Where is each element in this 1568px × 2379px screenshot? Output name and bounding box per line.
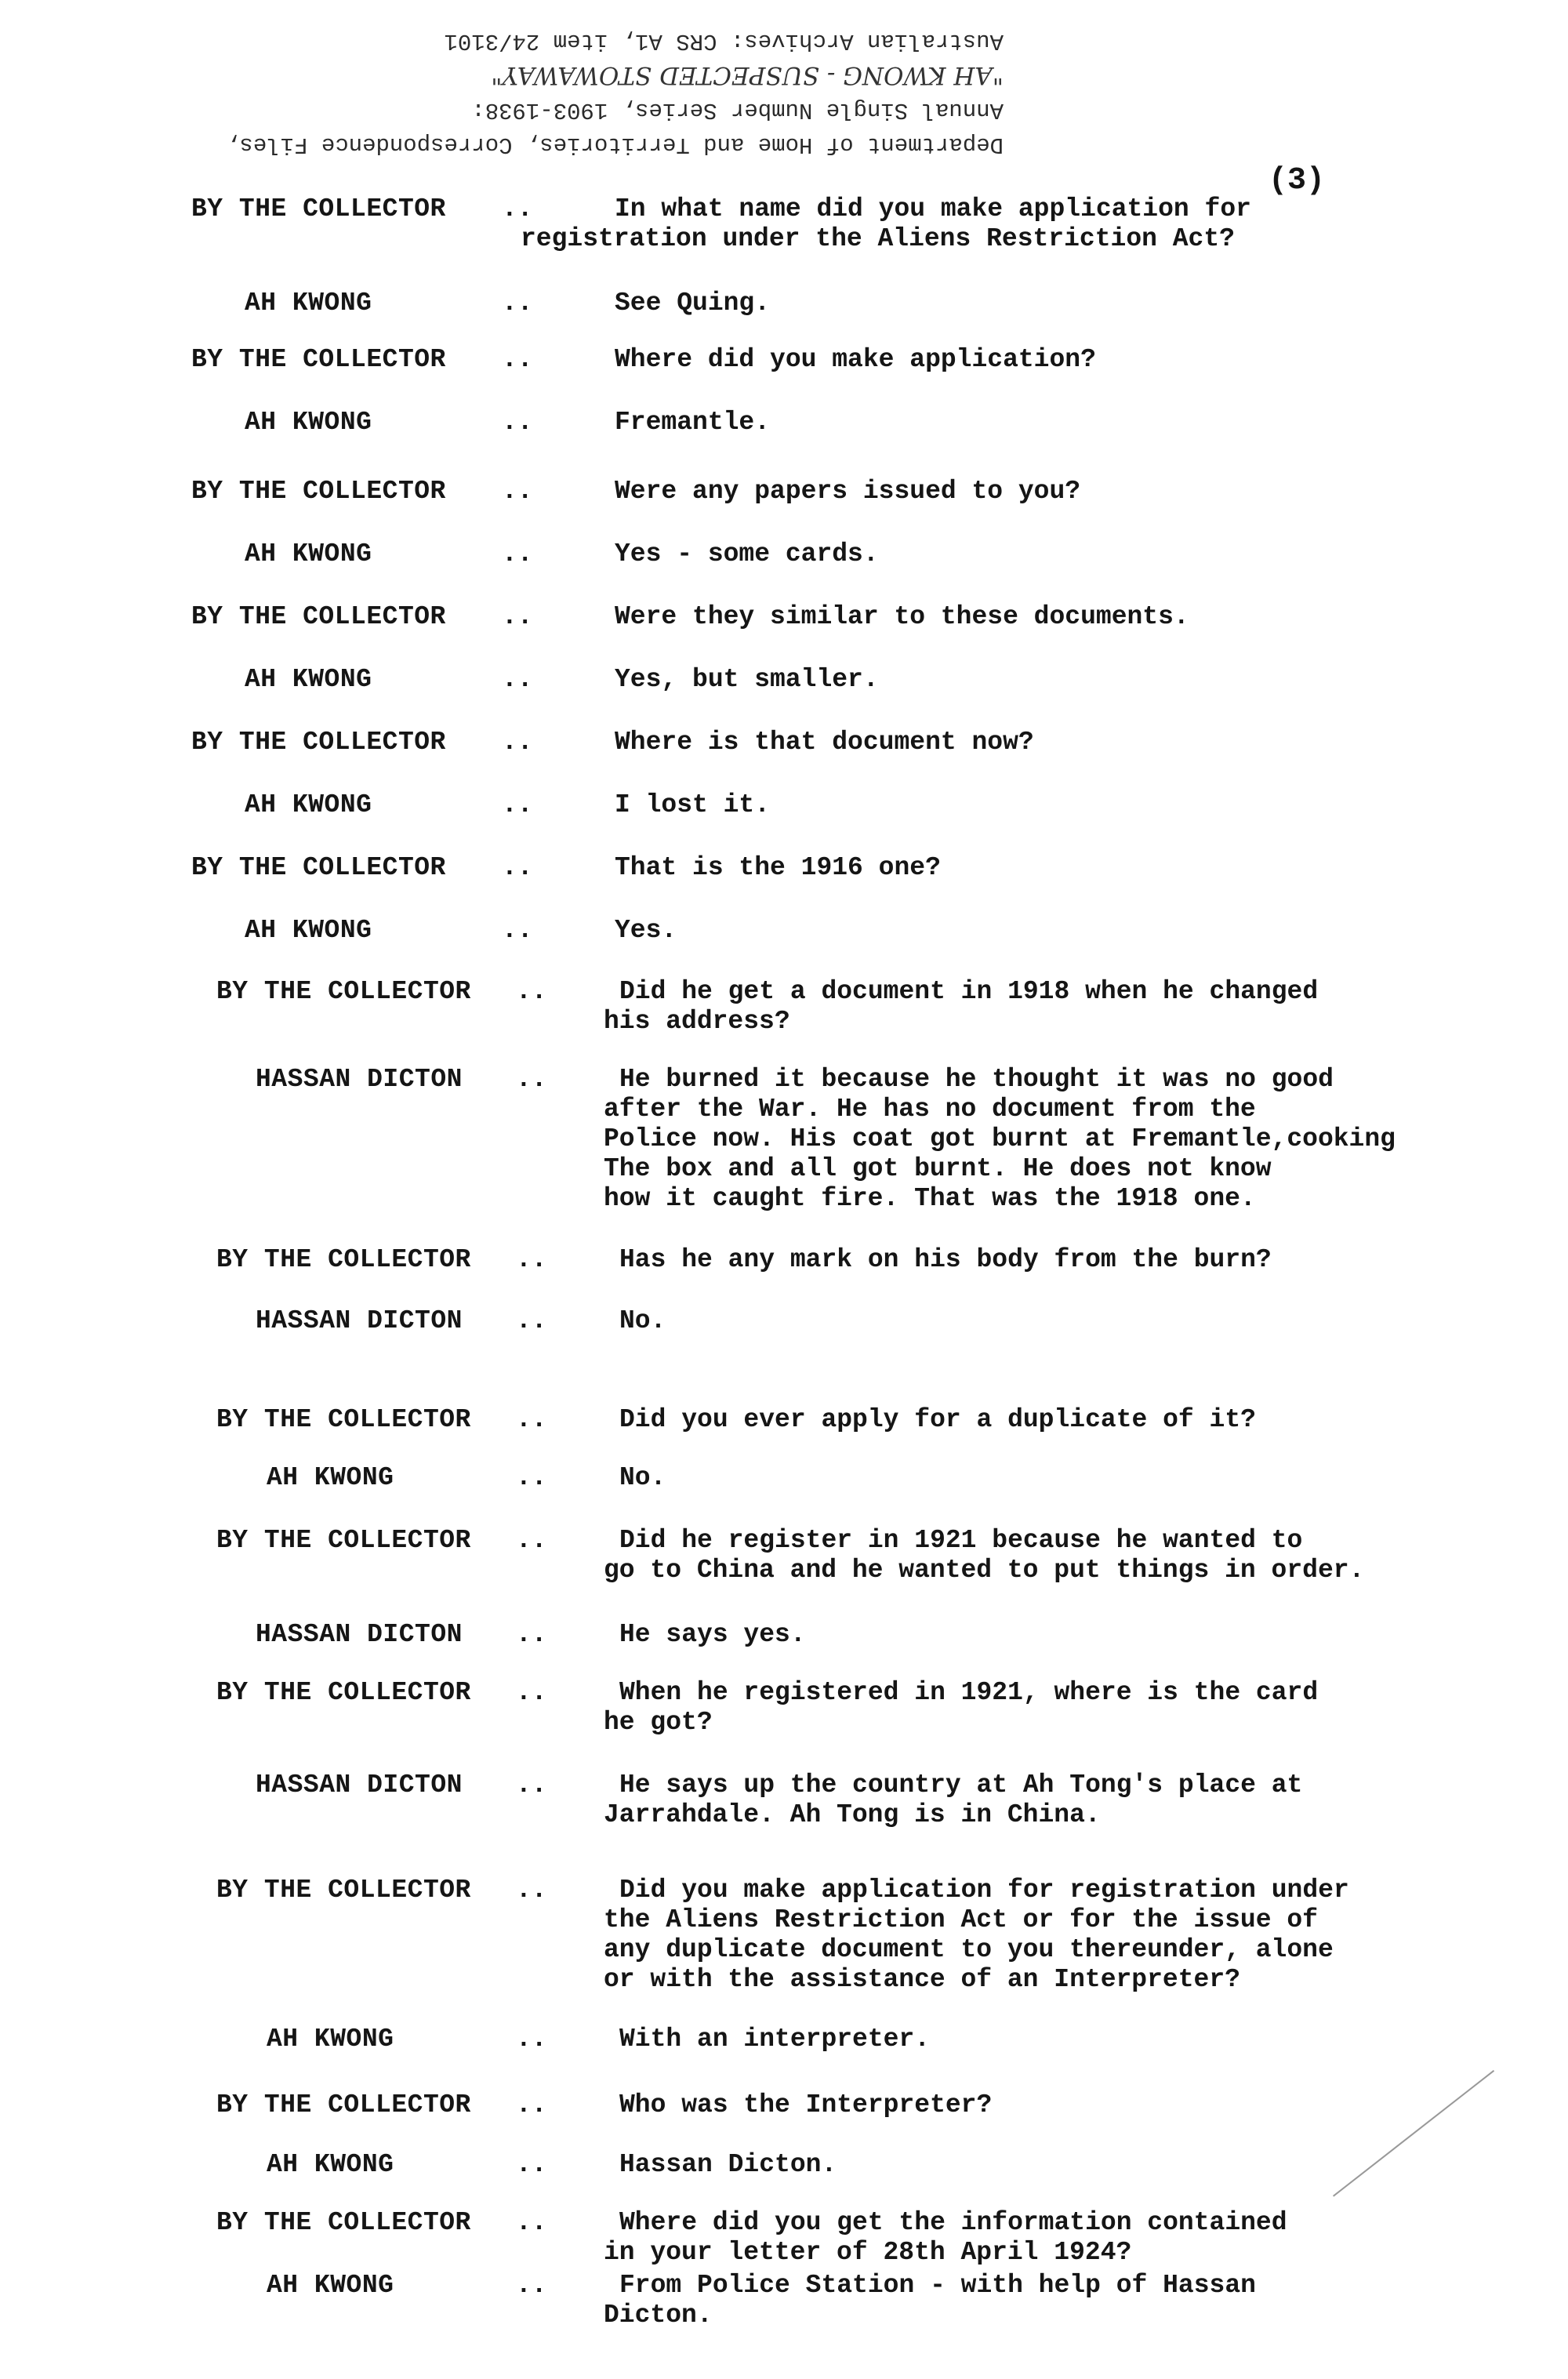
speaker-label: BY THE COLLECTOR <box>191 477 446 506</box>
statement-line: in your letter of 28th April 1924? <box>604 2238 1132 2267</box>
separator-dots: .. <box>516 1620 547 1649</box>
speaker-label: BY THE COLLECTOR <box>216 1405 471 1434</box>
statement-line: his address? <box>604 1007 790 1036</box>
statement-line: after the War. He has no document from the <box>604 1095 1256 1124</box>
statement-line: or with the assistance of an Interpreter? <box>604 1965 1240 1994</box>
speaker-label: BY THE COLLECTOR <box>191 194 446 223</box>
header-line-4: Australian Archives: CRS A1, item 24/3101 <box>444 28 1004 54</box>
statement-line: any duplicate document to you thereunder, alone <box>604 1935 1334 1964</box>
separator-dots: .. <box>516 2271 547 2300</box>
speaker-label: AH KWONG <box>267 2150 394 2179</box>
statement-line: Yes - some cards. <box>615 539 879 568</box>
speaker-label: BY THE COLLECTOR <box>216 2208 471 2237</box>
separator-dots: .. <box>502 345 533 374</box>
statement-line: Hassan Dicton. <box>619 2150 837 2179</box>
statement-line: Where did you make application? <box>615 345 1096 374</box>
separator-dots: .. <box>516 1678 547 1707</box>
statement-line: the Aliens Restriction Act or for the issue of <box>604 1905 1318 1934</box>
separator-dots: .. <box>502 477 533 506</box>
statement-line: Where did you get the information contained <box>619 2208 1287 2237</box>
header-line-3: "AH KWONG - SUSPECTED STOWAWAY" <box>491 61 1004 89</box>
separator-dots: .. <box>516 2025 547 2054</box>
statement-line: In what name did you make application for <box>615 194 1251 223</box>
speaker-label: HASSAN DICTON <box>256 1771 463 1800</box>
speaker-label: BY THE COLLECTOR <box>191 345 446 374</box>
statement-line: From Police Station - with help of Hassan <box>619 2271 1256 2300</box>
statement-line: See Quing. <box>615 289 771 318</box>
statement-line: He burned it because he thought it was no good <box>619 1065 1334 1094</box>
speaker-label: BY THE COLLECTOR <box>216 1876 471 1905</box>
separator-dots: .. <box>516 1065 547 1094</box>
statement-line: Fremantle. <box>615 408 771 437</box>
speaker-label: BY THE COLLECTOR <box>191 853 446 882</box>
separator-dots: .. <box>516 1526 547 1555</box>
speaker-label: AH KWONG <box>245 790 372 819</box>
speaker-label: AH KWONG <box>267 1463 394 1492</box>
statement-line: Yes, but smaller. <box>615 665 879 694</box>
statement-line: Were any papers issued to you? <box>615 477 1081 506</box>
separator-dots: .. <box>516 2150 547 2179</box>
speaker-label: AH KWONG <box>267 2271 394 2300</box>
speaker-label: HASSAN DICTON <box>256 1620 463 1649</box>
statement-line: Were they similar to these documents. <box>615 602 1189 631</box>
speaker-label: BY THE COLLECTOR <box>191 728 446 757</box>
separator-dots: .. <box>516 1306 547 1335</box>
statement-line: He says yes. <box>619 1620 806 1649</box>
separator-dots: .. <box>516 2208 547 2237</box>
speaker-label: HASSAN DICTON <box>256 1065 463 1094</box>
separator-dots: .. <box>502 790 533 819</box>
separator-dots: .. <box>502 728 533 757</box>
statement-line: When he registered in 1921, where is the card <box>619 1678 1319 1707</box>
separator-dots: .. <box>502 408 533 437</box>
speaker-label: BY THE COLLECTOR <box>216 1678 471 1707</box>
statement-line: Dicton. <box>604 2301 713 2330</box>
statement-line: go to China and he wanted to put things in order. <box>604 1556 1365 1585</box>
statement-line: Has he any mark on his body from the burn? <box>619 1245 1272 1274</box>
statement-line: The box and all got burnt. He does not know <box>604 1154 1272 1183</box>
separator-dots: .. <box>502 194 533 223</box>
separator-dots: .. <box>516 1463 547 1492</box>
speaker-label: AH KWONG <box>245 665 372 694</box>
speaker-label: AH KWONG <box>245 539 372 568</box>
header-line-1: Department of Home and Territories, Correspondence Files, <box>226 132 1004 158</box>
statement-line: Jarrahdale. Ah Tong is in China. <box>604 1800 1101 1829</box>
speaker-label: HASSAN DICTON <box>256 1306 463 1335</box>
separator-dots: .. <box>516 977 547 1006</box>
speaker-label: AH KWONG <box>245 289 372 318</box>
separator-dots: .. <box>516 1245 547 1274</box>
statement-line: Police now. His coat got burnt at Fremantle,cooking <box>604 1124 1396 1153</box>
separator-dots: .. <box>502 853 533 882</box>
separator-dots: .. <box>502 289 533 318</box>
separator-dots: .. <box>502 602 533 631</box>
separator-dots: .. <box>516 2090 547 2119</box>
statement-line: With an interpreter. <box>619 2025 931 2054</box>
statement-line: Who was the Interpreter? <box>619 2090 993 2119</box>
statement-line: he got? <box>604 1708 713 1737</box>
statement-line: Did you make application for registration under <box>619 1876 1349 1905</box>
statement-line: No. <box>619 1463 666 1492</box>
speaker-label: BY THE COLLECTOR <box>216 2090 471 2119</box>
separator-dots: .. <box>502 916 533 945</box>
separator-dots: .. <box>516 1771 547 1800</box>
statement-line: registration under the Aliens Restriction Act? <box>521 224 1235 253</box>
speaker-label: BY THE COLLECTOR <box>216 977 471 1006</box>
speaker-label: BY THE COLLECTOR <box>216 1245 471 1274</box>
speaker-label: AH KWONG <box>245 408 372 437</box>
statement-line: Did he register in 1921 because he wanted to <box>619 1526 1303 1555</box>
speaker-label: BY THE COLLECTOR <box>216 1526 471 1555</box>
statement-line: That is the 1916 one? <box>615 853 941 882</box>
separator-dots: .. <box>502 665 533 694</box>
statement-line: I lost it. <box>615 790 771 819</box>
speaker-label: AH KWONG <box>267 2025 394 2054</box>
separator-dots: .. <box>516 1876 547 1905</box>
speaker-label: BY THE COLLECTOR <box>191 602 446 631</box>
archive-header <box>71 24 1004 162</box>
statement-line: Did he get a document in 1918 when he changed <box>619 977 1319 1006</box>
statement-line: how it caught fire. That was the 1918 one. <box>604 1184 1256 1213</box>
separator-dots: .. <box>502 539 533 568</box>
statement-line: Where is that document now? <box>615 728 1034 757</box>
header-line-2: Annual Single Number Series, 1903-1938: <box>471 97 1004 123</box>
pencil-mark <box>1333 2070 1494 2197</box>
page-number: (3) <box>1269 163 1326 198</box>
separator-dots: .. <box>516 1405 547 1434</box>
statement-line: Yes. <box>615 916 677 945</box>
speaker-label: AH KWONG <box>245 916 372 945</box>
statement-line: Did you ever apply for a duplicate of it? <box>619 1405 1256 1434</box>
statement-line: No. <box>619 1306 666 1335</box>
statement-line: He says up the country at Ah Tong's place at <box>619 1771 1303 1800</box>
